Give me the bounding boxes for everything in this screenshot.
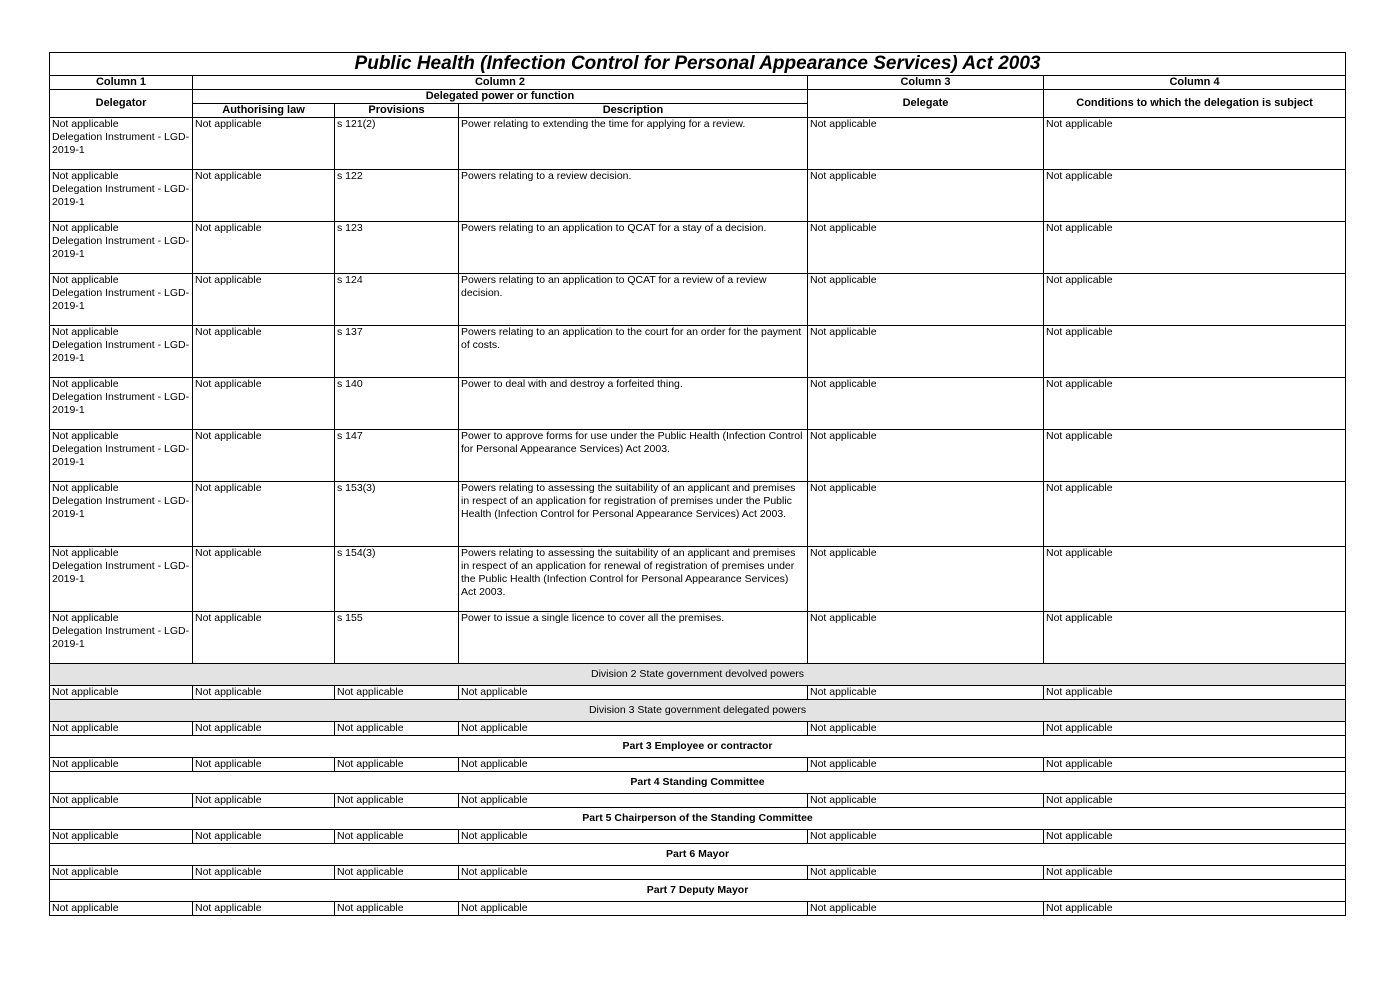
delegator-instrument: Delegation Instrument - LGD-2019-1 bbox=[52, 560, 190, 585]
delegator-cell bbox=[50, 274, 193, 326]
delegator-instrument: Delegation Instrument - LGD-2019-1 bbox=[52, 339, 190, 364]
section-heading: Part 6 Mayor bbox=[50, 844, 1346, 866]
delegate-cell: Not applicable bbox=[808, 430, 1044, 482]
provisions-header: Provisions bbox=[335, 104, 459, 118]
conditions-cell: Not applicable bbox=[1044, 378, 1346, 430]
provision-cell: s 123 bbox=[335, 222, 459, 274]
delegate-cell: Not applicable bbox=[808, 274, 1044, 326]
provision-cell: s 154(3) bbox=[335, 547, 459, 612]
conditions-cell: Not applicable bbox=[1044, 482, 1346, 547]
authorising-law-cell: Not applicable bbox=[193, 274, 335, 326]
delegator-cell bbox=[50, 170, 193, 222]
table-cell: Not applicable bbox=[50, 758, 193, 772]
table-row bbox=[50, 758, 1346, 772]
section-heading-row bbox=[50, 772, 1346, 794]
delegator-value: Not applicable bbox=[52, 547, 119, 559]
table-row bbox=[50, 686, 1346, 700]
table-row bbox=[50, 830, 1346, 844]
delegator-instrument: Delegation Instrument - LGD-2019-1 bbox=[52, 625, 190, 650]
table-cell: Not applicable bbox=[1044, 866, 1346, 880]
page-title: Public Health (Infection Control for Personal Appearance Services) Act 2003 bbox=[50, 53, 1346, 76]
table-row bbox=[50, 482, 1346, 547]
delegator-cell bbox=[50, 118, 193, 170]
table-cell: Not applicable bbox=[50, 722, 193, 736]
authorising-law-cell: Not applicable bbox=[193, 612, 335, 664]
delegator-value: Not applicable bbox=[52, 274, 119, 286]
section-heading: Part 5 Chairperson of the Standing Committee bbox=[50, 808, 1346, 830]
table-row bbox=[50, 866, 1346, 880]
table-row bbox=[50, 378, 1346, 430]
delegator-value: Not applicable bbox=[52, 326, 119, 338]
table-cell: Not applicable bbox=[459, 686, 808, 700]
description-cell: Powers relating to a review decision. bbox=[459, 170, 808, 222]
provision-cell: s 140 bbox=[335, 378, 459, 430]
delegator-instrument: Delegation Instrument - LGD-2019-1 bbox=[52, 391, 190, 416]
provision-cell: s 121(2) bbox=[335, 118, 459, 170]
delegator-cell bbox=[50, 430, 193, 482]
conditions-header: Conditions to which the delegation is subject bbox=[1044, 90, 1346, 118]
table-cell: Not applicable bbox=[50, 902, 193, 916]
table-row bbox=[50, 902, 1346, 916]
column3-header: Column 3 bbox=[808, 76, 1044, 90]
description-cell: Power relating to extending the time for applying for a review. bbox=[459, 118, 808, 170]
column2-header: Column 2 bbox=[193, 76, 808, 90]
section-heading-row bbox=[50, 700, 1346, 722]
table-row bbox=[50, 326, 1346, 378]
delegator-value: Not applicable bbox=[52, 118, 119, 130]
description-cell: Power to deal with and destroy a forfeited thing. bbox=[459, 378, 808, 430]
description-cell: Power to issue a single licence to cover all the premises. bbox=[459, 612, 808, 664]
delegator-instrument: Delegation Instrument - LGD-2019-1 bbox=[52, 235, 190, 260]
table-cell: Not applicable bbox=[808, 686, 1044, 700]
section-heading-row bbox=[50, 880, 1346, 902]
table-row bbox=[50, 170, 1346, 222]
table-cell: Not applicable bbox=[1044, 902, 1346, 916]
description-cell: Powers relating to an application to QCAT for a stay of a decision. bbox=[459, 222, 808, 274]
conditions-cell: Not applicable bbox=[1044, 118, 1346, 170]
delegate-cell: Not applicable bbox=[808, 118, 1044, 170]
table-cell: Not applicable bbox=[335, 686, 459, 700]
table-cell: Not applicable bbox=[335, 722, 459, 736]
table-cell: Not applicable bbox=[808, 902, 1044, 916]
table-cell: Not applicable bbox=[335, 902, 459, 916]
delegator-header: Delegator bbox=[50, 90, 193, 118]
authorising-law-cell: Not applicable bbox=[193, 430, 335, 482]
authorising-law-cell: Not applicable bbox=[193, 378, 335, 430]
section-heading-row bbox=[50, 808, 1346, 830]
delegator-cell bbox=[50, 378, 193, 430]
conditions-cell: Not applicable bbox=[1044, 170, 1346, 222]
section-heading: Division 3 State government delegated powers bbox=[50, 700, 1346, 722]
table-cell: Not applicable bbox=[193, 830, 335, 844]
table-row bbox=[50, 547, 1346, 612]
section-heading: Part 7 Deputy Mayor bbox=[50, 880, 1346, 902]
table-cell: Not applicable bbox=[193, 722, 335, 736]
delegate-cell: Not applicable bbox=[808, 326, 1044, 378]
section-heading-row bbox=[50, 664, 1346, 686]
delegator-cell bbox=[50, 482, 193, 547]
table-cell: Not applicable bbox=[1044, 722, 1346, 736]
provision-cell: s 122 bbox=[335, 170, 459, 222]
table-cell: Not applicable bbox=[808, 722, 1044, 736]
table-cell: Not applicable bbox=[459, 866, 808, 880]
table-cell: Not applicable bbox=[193, 866, 335, 880]
provision-cell: s 124 bbox=[335, 274, 459, 326]
table-cell: Not applicable bbox=[50, 830, 193, 844]
delegator-value: Not applicable bbox=[52, 222, 119, 234]
table-cell: Not applicable bbox=[335, 758, 459, 772]
table-cell: Not applicable bbox=[1044, 758, 1346, 772]
column4-header: Column 4 bbox=[1044, 76, 1346, 90]
table-cell: Not applicable bbox=[1044, 830, 1346, 844]
table-cell: Not applicable bbox=[459, 758, 808, 772]
authorising-law-cell: Not applicable bbox=[193, 326, 335, 378]
section-heading-row bbox=[50, 736, 1346, 758]
conditions-cell: Not applicable bbox=[1044, 547, 1346, 612]
description-cell: Powers relating to an application to QCAT for a review of a review decision. bbox=[459, 274, 808, 326]
table-cell: Not applicable bbox=[193, 794, 335, 808]
conditions-cell: Not applicable bbox=[1044, 326, 1346, 378]
description-cell: Power to approve forms for use under the Public Health (Infection Control for Personal Appearance Services) Act 2003. bbox=[459, 430, 808, 482]
table-cell: Not applicable bbox=[50, 686, 193, 700]
delegator-instrument: Delegation Instrument - LGD-2019-1 bbox=[52, 495, 190, 520]
table-cell: Not applicable bbox=[50, 866, 193, 880]
delegate-cell: Not applicable bbox=[808, 378, 1044, 430]
table-cell: Not applicable bbox=[335, 794, 459, 808]
table-cell: Not applicable bbox=[1044, 794, 1346, 808]
table-row bbox=[50, 118, 1346, 170]
provision-cell: s 137 bbox=[335, 326, 459, 378]
authorising-law-cell: Not applicable bbox=[193, 482, 335, 547]
table-row bbox=[50, 274, 1346, 326]
delegator-instrument: Delegation Instrument - LGD-2019-1 bbox=[52, 287, 190, 312]
conditions-cell: Not applicable bbox=[1044, 430, 1346, 482]
description-cell: Powers relating to assessing the suitability of an applicant and premises in respect of an application for renewal of registration of premises under the Public Health (Infection Control for Personal Appearance Services) Act 2003. bbox=[459, 547, 808, 612]
table-cell: Not applicable bbox=[459, 830, 808, 844]
authorising-law-cell: Not applicable bbox=[193, 118, 335, 170]
delegator-cell bbox=[50, 612, 193, 664]
conditions-cell: Not applicable bbox=[1044, 222, 1346, 274]
section-heading: Part 4 Standing Committee bbox=[50, 772, 1346, 794]
delegator-instrument: Delegation Instrument - LGD-2019-1 bbox=[52, 183, 190, 208]
provision-cell: s 153(3) bbox=[335, 482, 459, 547]
table-cell: Not applicable bbox=[335, 830, 459, 844]
delegate-cell: Not applicable bbox=[808, 482, 1044, 547]
table-cell: Not applicable bbox=[193, 758, 335, 772]
delegator-value: Not applicable bbox=[52, 430, 119, 442]
delegate-header: Delegate bbox=[808, 90, 1044, 118]
conditions-cell: Not applicable bbox=[1044, 274, 1346, 326]
provision-cell: s 147 bbox=[335, 430, 459, 482]
delegator-value: Not applicable bbox=[52, 170, 119, 182]
table-cell: Not applicable bbox=[193, 686, 335, 700]
section-heading: Division 2 State government devolved powers bbox=[50, 664, 1346, 686]
description-cell: Powers relating to an application to the court for an order for the payment of costs. bbox=[459, 326, 808, 378]
column1-header: Column 1 bbox=[50, 76, 193, 90]
table-row bbox=[50, 794, 1346, 808]
table-cell: Not applicable bbox=[459, 722, 808, 736]
delegate-cell: Not applicable bbox=[808, 547, 1044, 612]
table-cell: Not applicable bbox=[459, 902, 808, 916]
table-cell: Not applicable bbox=[1044, 686, 1346, 700]
delegator-value: Not applicable bbox=[52, 612, 119, 624]
delegate-cell: Not applicable bbox=[808, 222, 1044, 274]
authorising-law-header: Authorising law bbox=[193, 104, 335, 118]
delegation-table bbox=[49, 52, 1346, 916]
delegator-instrument: Delegation Instrument - LGD-2019-1 bbox=[52, 443, 190, 468]
table-cell: Not applicable bbox=[459, 794, 808, 808]
table-row bbox=[50, 612, 1346, 664]
authorising-law-cell: Not applicable bbox=[193, 222, 335, 274]
delegate-cell: Not applicable bbox=[808, 170, 1044, 222]
delegator-cell bbox=[50, 326, 193, 378]
table-row bbox=[50, 222, 1346, 274]
table-cell: Not applicable bbox=[808, 758, 1044, 772]
provision-cell: s 155 bbox=[335, 612, 459, 664]
description-header: Description bbox=[459, 104, 808, 118]
table-cell: Not applicable bbox=[808, 866, 1044, 880]
description-cell: Powers relating to assessing the suitability of an applicant and premises in respect of an application for registration of premises under the Public Health (Infection Control for Personal Appearance Services) Act 2003. bbox=[459, 482, 808, 547]
table-cell: Not applicable bbox=[193, 902, 335, 916]
table-cell: Not applicable bbox=[50, 794, 193, 808]
conditions-cell: Not applicable bbox=[1044, 612, 1346, 664]
table-row bbox=[50, 430, 1346, 482]
section-heading: Part 3 Employee or contractor bbox=[50, 736, 1346, 758]
delegated-power-header: Delegated power or function bbox=[193, 90, 808, 104]
table-cell: Not applicable bbox=[335, 866, 459, 880]
delegator-value: Not applicable bbox=[52, 482, 119, 494]
table-cell: Not applicable bbox=[808, 794, 1044, 808]
section-heading-row bbox=[50, 844, 1346, 866]
table-row bbox=[50, 722, 1346, 736]
delegate-cell: Not applicable bbox=[808, 612, 1044, 664]
delegator-instrument: Delegation Instrument - LGD-2019-1 bbox=[52, 131, 190, 156]
table-cell: Not applicable bbox=[808, 830, 1044, 844]
delegator-cell bbox=[50, 547, 193, 612]
authorising-law-cell: Not applicable bbox=[193, 170, 335, 222]
delegator-cell bbox=[50, 222, 193, 274]
delegator-value: Not applicable bbox=[52, 378, 119, 390]
authorising-law-cell: Not applicable bbox=[193, 547, 335, 612]
